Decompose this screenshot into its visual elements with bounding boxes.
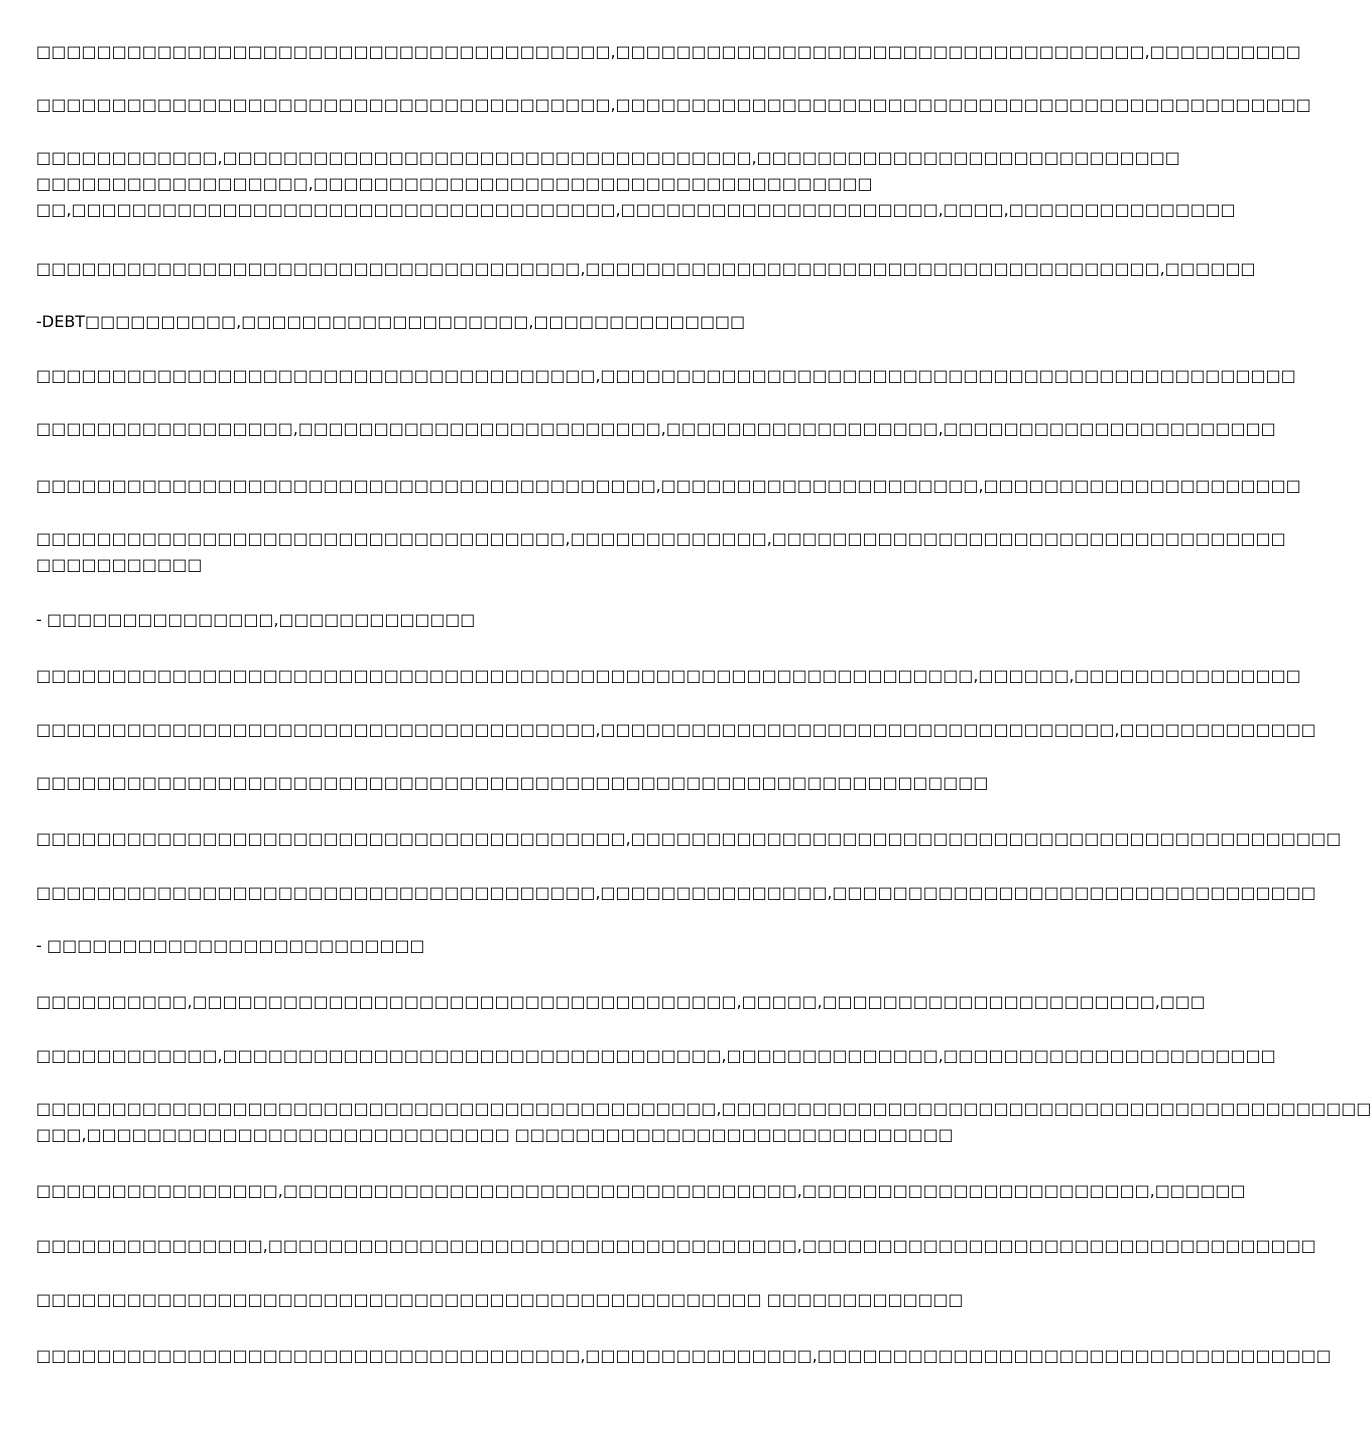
paragraph-16: - □□□□□□□□□□□□□□□□□□□□□□□□□ — [36, 936, 425, 955]
paragraph-14: □□□□□□□□□□□□□□□□□□□□□□□□□□□□□□□□□□□□□□□,□□□□□□□□□□□□□□□□□□□□□□□□□□□□□□□□□□□□□□□□□□□□□□□ — [36, 829, 1342, 848]
paragraph-4: □□□□□□□□□□□□□□□□□□□□□□□□□□□□□□□□□□□□,□□□□□□□□□□□□□□□□□□□□□□□□□□□□□□□□□□□□□□,□□□□□□ — [36, 259, 1256, 278]
paragraph-9: □□□□□□□□□□□□□□□□□□□□□□□□□□□□□□□□□□□,□□□□□□□□□□□□□,□□□□□□□□□□□□□□□□□□□□□□□□□□□□□□□□□□ □□□□□□□□□□□ — [36, 529, 1286, 574]
paragraph-22: □□□□□□□□□□□□□□□□□□□□□□□□□□□□□□□□□□□□□□□□□□□□□□□□ □□□□□□□□□□□□□ — [36, 1290, 964, 1309]
paragraph-15: □□□□□□□□□□□□□□□□□□□□□□□□□□□□□□□□□□□□□,□□□□□□□□□□□□□□□,□□□□□□□□□□□□□□□□□□□□□□□□□□□□□□□□ — [36, 883, 1317, 902]
paragraph-7: □□□□□□□□□□□□□□□□□,□□□□□□□□□□□□□□□□□□□□□□□□,□□□□□□□□□□□□□□□□□□,□□□□□□□□□□□□□□□□□□□□□□ — [36, 419, 1276, 438]
paragraph-18: □□□□□□□□□□□□,□□□□□□□□□□□□□□□□□□□□□□□□□□□□□□□□□,□□□□□□□□□□□□□□,□□□□□□□□□□□□□□□□□□□□□□ — [36, 1046, 1276, 1065]
paragraph-8: □□□□□□□□□□□□□□□□□□□□□□□□□□□□□□□□□□□□□□□□□,□□□□□□□□□□□□□□□□□□□□□,□□□□□□□□□□□□□□□□□□□□□ — [36, 476, 1301, 495]
paragraph-21: □□□□□□□□□□□□□□□,□□□□□□□□□□□□□□□□□□□□□□□□□□□□□□□□□□□,□□□□□□□□□□□□□□□□□□□□□□□□□□□□□□□□□□ — [36, 1236, 1317, 1255]
paragraph-10: - □□□□□□□□□□□□□□□,□□□□□□□□□□□□□ — [36, 610, 476, 629]
paragraph-19: □□□□□□□□□□□□□□□□□□□□□□□□□□□□□□□□□□□□□□□□□□□□□,□□□□□□□□□□□□□□□□□□□□□□□□□□□□□□□□□□□□□□□□□□□ □□□,□□□□□□□□□□□□□□□□□□□□□□□□□□□□ □□□□□□□□□□□□□□□□□□□□□□□□□□□□□ — [36, 1099, 1371, 1144]
paragraph-17: □□□□□□□□□□,□□□□□□□□□□□□□□□□□□□□□□□□□□□□□□□□□□□□,□□□□□,□□□□□□□□□□□□□□□□□□□□□□,□□□ — [36, 992, 1206, 1011]
paragraph-5: -DEBT□□□□□□□□□□,□□□□□□□□□□□□□□□□□□□,□□□□□□□□□□□□□□ — [36, 312, 746, 331]
paragraph-12: □□□□□□□□□□□□□□□□□□□□□□□□□□□□□□□□□□□□□,□□□□□□□□□□□□□□□□□□□□□□□□□□□□□□□□□□,□□□□□□□□□□□□□ — [36, 720, 1317, 739]
paragraph-23: □□□□□□□□□□□□□□□□□□□□□□□□□□□□□□□□□□□□,□□□□□□□□□□□□□□□,□□□□□□□□□□□□□□□□□□□□□□□□□□□□□□□□□□ — [36, 1346, 1332, 1365]
paragraph-13: □□□□□□□□□□□□□□□□□□□□□□□□□□□□□□□□□□□□□□□□□□□□□□□□□□□□□□□□□□□□□□□ — [36, 773, 989, 792]
paragraph-11: □□□□□□□□□□□□□□□□□□□□□□□□□□□□□□□□□□□□□□□□□□□□□□□□□□□□□□□□□□□□□□,□□□□□□,□□□□□□□□□□□□□□□ — [36, 666, 1301, 685]
paragraph-6: □□□□□□□□□□□□□□□□□□□□□□□□□□□□□□□□□□□□□,□□□□□□□□□□□□□□□□□□□□□□□□□□□□□□□□□□□□□□□□□□□□□□ — [36, 366, 1296, 385]
paragraph-1: □□□□□□□□□□□□□□□□□□□□□□□□□□□□□□□□□□□□□□,□□□□□□□□□□□□□□□□□□□□□□□□□□□□□□□□□□□,□□□□□□□□□□ — [36, 42, 1301, 61]
paragraph-3: □□□□□□□□□□□□,□□□□□□□□□□□□□□□□□□□□□□□□□□□□□□□□□□□,□□□□□□□□□□□□□□□□□□□□□□□□□□□□ □□□□□□□□□□□□□□□□□□,□□□□□□□□□□□□□□□□□□□□□□□□□□□□□□□□□□□□□ □□,□□□□□□□□□□□□□□□□□□□□□□□□□□□□□□□□□□□□,□□□□□□□□□□□□□□□□□□□□□,□□□□,□□□□□□□□□□□□□□□ — [36, 148, 1236, 219]
paragraph-2: □□□□□□□□□□□□□□□□□□□□□□□□□□□□□□□□□□□□□□,□□□□□□□□□□□□□□□□□□□□□□□□□□□□□□□□□□□□□□□□□□□□□□ — [36, 95, 1311, 114]
paragraph-20: □□□□□□□□□□□□□□□□,□□□□□□□□□□□□□□□□□□□□□□□□□□□□□□□□□□,□□□□□□□□□□□□□□□□□□□□□□□,□□□□□□ — [36, 1181, 1246, 1200]
